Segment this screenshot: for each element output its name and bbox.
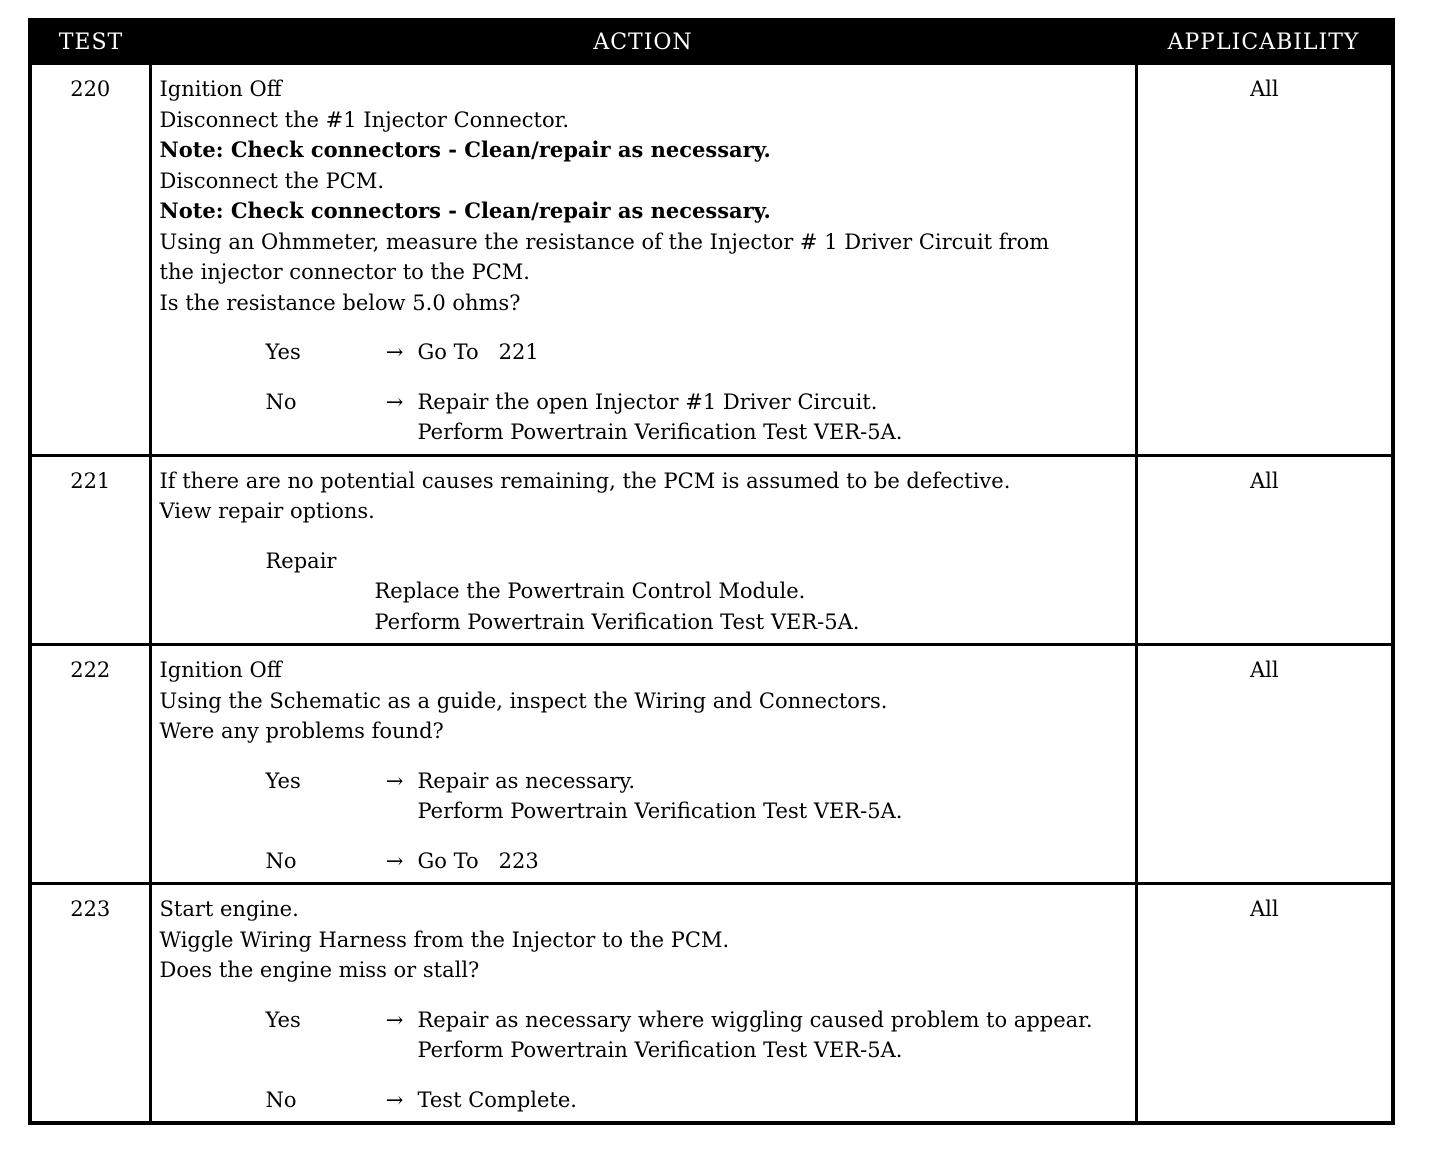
right-arrow-icon: → — [385, 1087, 404, 1112]
action-step: Using an Ohmmeter, measure the resistance of the Injector # 1 Driver Circuit from — [159, 229, 1050, 254]
action-note: Note: Check connectors - Clean/repair as necessary. — [159, 137, 771, 162]
applicability-value: All — [1136, 455, 1393, 645]
table-row — [30, 455, 1393, 645]
action-cell — [150, 64, 1136, 456]
branch-result — [418, 387, 1127, 448]
table-body — [30, 64, 1393, 1124]
table-row — [30, 64, 1393, 456]
action-step: Is the resistance below 5.0 ohms? — [159, 290, 521, 315]
right-arrow-icon: → — [385, 848, 404, 873]
decision-branch-yes — [266, 337, 1127, 368]
branch-label: Yes — [265, 340, 301, 364]
table-row — [30, 884, 1393, 1124]
applicability-value: All — [1136, 64, 1393, 456]
repair-options — [266, 546, 1127, 638]
branch-result — [418, 846, 1127, 877]
diagnostic-test-table — [28, 18, 1395, 1125]
branch-result — [418, 337, 1127, 368]
branch-result-line: Go To 223 — [417, 848, 539, 873]
header-test: TEST — [30, 20, 150, 64]
test-number: 221 — [30, 455, 150, 645]
branch-result — [418, 1005, 1127, 1066]
action-step: Ignition Off — [159, 77, 282, 101]
branch-result-line: Repair as necessary where wiggling caused problem to appear. — [417, 1007, 1093, 1032]
test-number: 222 — [30, 645, 150, 884]
action-step: Ignition Off — [159, 658, 282, 682]
branch-result-line: Repair the open Injector #1 Driver Circuit. — [417, 389, 878, 414]
action-step: Does the engine miss or stall? — [159, 958, 480, 982]
applicability-value: All — [1136, 645, 1393, 884]
repair-label: Repair — [265, 548, 337, 573]
table-header-row — [30, 20, 1393, 64]
action-cell — [150, 884, 1136, 1124]
applicability-value: All — [1136, 884, 1393, 1124]
repair-result-line: Perform Powertrain Verification Test VER-5A. — [374, 609, 860, 634]
decision-branch-yes — [266, 766, 1127, 827]
decision-branch-yes — [266, 1005, 1127, 1066]
action-cell — [150, 645, 1136, 884]
branch-label: Yes — [265, 768, 301, 793]
branch-label: No — [265, 1087, 297, 1112]
branch-label: No — [265, 389, 297, 414]
branch-result-line: Repair as necessary. — [417, 768, 636, 793]
branch-result-line: Test Complete. — [417, 1087, 577, 1112]
decision-branch-no — [266, 387, 1127, 448]
test-number: 220 — [30, 64, 150, 456]
table-row — [30, 645, 1393, 884]
branch-label: No — [265, 848, 297, 873]
action-step: Disconnect the PCM. — [159, 168, 385, 193]
action-step: Start engine. — [159, 897, 299, 921]
header-action: ACTION — [150, 20, 1136, 64]
action-step: Were any problems found? — [159, 719, 444, 743]
branch-result-line: Perform Powertrain Verification Test VER-5A. — [417, 1038, 903, 1062]
branch-result-line: Perform Powertrain Verification Test VER-5A. — [417, 799, 903, 823]
action-cell — [150, 455, 1136, 645]
decision-branch-no — [266, 846, 1127, 877]
decision-branch-no — [266, 1085, 1127, 1116]
right-arrow-icon: → — [385, 768, 404, 793]
action-note: Note: Check connectors - Clean/repair as necessary. — [159, 198, 771, 223]
right-arrow-icon: → — [385, 389, 404, 414]
header-applicability: APPLICABILITY — [1136, 20, 1393, 64]
right-arrow-icon: → — [385, 340, 404, 364]
decision-branches — [160, 766, 1127, 877]
action-step: Wiggle Wiring Harness from the Injector to the PCM. — [159, 927, 730, 952]
action-step: View repair options. — [159, 499, 375, 523]
test-number: 223 — [30, 884, 150, 1124]
action-step: Using the Schematic as a guide, inspect the Wiring and Connectors. — [159, 688, 888, 713]
branch-result-line: Perform Powertrain Verification Test VER-5A. — [417, 420, 903, 444]
branch-result — [418, 766, 1127, 827]
right-arrow-icon: → — [385, 1007, 404, 1032]
branch-label: Yes — [265, 1007, 301, 1032]
diagnostic-page — [28, 18, 1391, 1125]
repair-result — [375, 576, 1127, 637]
decision-branches — [160, 337, 1127, 448]
branch-result — [418, 1085, 1127, 1116]
action-step: If there are no potential causes remaining, the PCM is assumed to be defective. — [159, 468, 1011, 493]
action-step: Disconnect the #1 Injector Connector. — [159, 107, 570, 132]
repair-result-line: Replace the Powertrain Control Module. — [374, 579, 806, 603]
decision-branches — [160, 1005, 1127, 1116]
action-step: the injector connector to the PCM. — [159, 260, 530, 284]
branch-result-line: Go To 221 — [417, 340, 539, 364]
